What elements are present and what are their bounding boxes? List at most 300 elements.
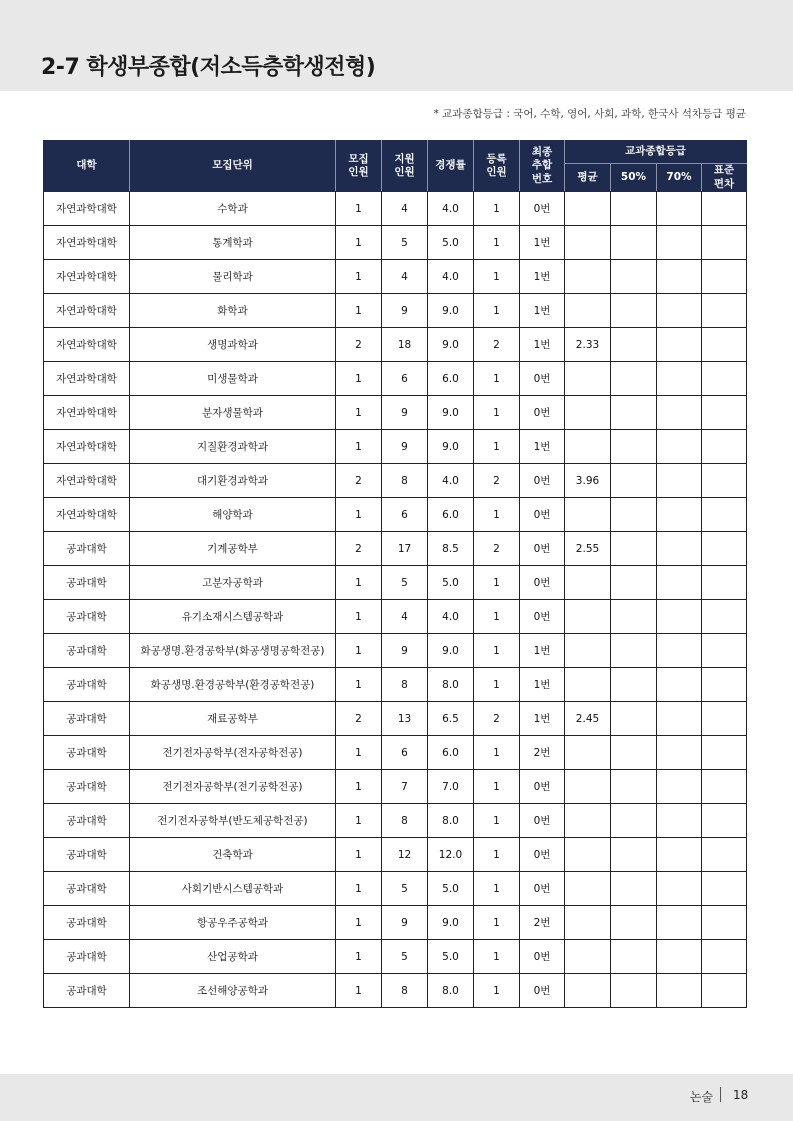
cell-final-rank: 0번 [520, 498, 565, 532]
cell-quota: 1 [336, 566, 382, 600]
cell-unit: 화공생명.환경공학부(환경공학전공) [130, 668, 336, 702]
cell-avg [565, 226, 611, 260]
cell-std [702, 736, 747, 770]
cell-applicants: 17 [382, 532, 428, 566]
cell-quota: 1 [336, 634, 382, 668]
cell-enrolled: 2 [474, 328, 520, 362]
cell-college: 공과대학 [44, 974, 130, 1008]
cell-enrolled: 1 [474, 600, 520, 634]
cell-final-rank: 0번 [520, 362, 565, 396]
cell-std [702, 328, 747, 362]
cell-std [702, 566, 747, 600]
page-title: 2-7 학생부종합(저소득층학생전형) [41, 55, 376, 80]
cell-final-rank: 0번 [520, 804, 565, 838]
table-row [44, 906, 747, 940]
cell-enrolled: 1 [474, 736, 520, 770]
cell-ratio: 8.5 [428, 532, 474, 566]
cell-final-rank: 1번 [520, 430, 565, 464]
cell-ratio: 8.0 [428, 804, 474, 838]
cell-quota: 1 [336, 260, 382, 294]
cell-p70 [657, 634, 702, 668]
cell-enrolled: 1 [474, 906, 520, 940]
cell-ratio: 9.0 [428, 294, 474, 328]
cell-avg [565, 566, 611, 600]
cell-final-rank: 0번 [520, 396, 565, 430]
cell-final-rank: 1번 [520, 634, 565, 668]
cell-final-rank: 0번 [520, 532, 565, 566]
cell-final-rank: 0번 [520, 464, 565, 498]
cell-applicants: 4 [382, 600, 428, 634]
header-quota: 모집 인원 [336, 141, 382, 192]
footer-band [0, 1074, 793, 1121]
cell-p70 [657, 362, 702, 396]
header-enrolled: 등록 인원 [474, 141, 520, 192]
cell-quota: 1 [336, 362, 382, 396]
header-grade-group: 교과종합등급 [565, 141, 747, 164]
cell-ratio: 9.0 [428, 634, 474, 668]
table-row [44, 974, 747, 1008]
table-row [44, 192, 747, 226]
cell-applicants: 9 [382, 430, 428, 464]
cell-p70 [657, 702, 702, 736]
cell-unit: 건축학과 [130, 838, 336, 872]
table-row [44, 634, 747, 668]
cell-applicants: 6 [382, 736, 428, 770]
cell-unit: 화공생명.환경공학부(화공생명공학전공) [130, 634, 336, 668]
cell-quota: 1 [336, 226, 382, 260]
cell-p50 [611, 940, 657, 974]
cell-quota: 2 [336, 532, 382, 566]
cell-p50 [611, 804, 657, 838]
cell-college: 공과대학 [44, 940, 130, 974]
cell-avg [565, 872, 611, 906]
cell-quota: 1 [336, 668, 382, 702]
cell-quota: 1 [336, 294, 382, 328]
cell-unit: 지질환경과학과 [130, 430, 336, 464]
cell-p70 [657, 294, 702, 328]
cell-p50 [611, 566, 657, 600]
cell-applicants: 5 [382, 872, 428, 906]
admission-results-table [43, 140, 747, 1008]
cell-unit: 산업공학과 [130, 940, 336, 974]
cell-std [702, 294, 747, 328]
cell-std [702, 838, 747, 872]
cell-ratio: 6.0 [428, 498, 474, 532]
cell-quota: 1 [336, 736, 382, 770]
cell-avg [565, 362, 611, 396]
cell-std [702, 668, 747, 702]
cell-unit: 분자생물학과 [130, 396, 336, 430]
cell-college: 자연과학대학 [44, 362, 130, 396]
cell-p50 [611, 600, 657, 634]
cell-quota: 1 [336, 396, 382, 430]
cell-applicants: 9 [382, 396, 428, 430]
cell-std [702, 192, 747, 226]
cell-college: 자연과학대학 [44, 260, 130, 294]
cell-college: 공과대학 [44, 702, 130, 736]
cell-applicants: 4 [382, 260, 428, 294]
cell-std [702, 260, 747, 294]
cell-quota: 2 [336, 702, 382, 736]
cell-p50 [611, 702, 657, 736]
cell-college: 공과대학 [44, 668, 130, 702]
cell-std [702, 464, 747, 498]
cell-enrolled: 1 [474, 362, 520, 396]
cell-p50 [611, 294, 657, 328]
cell-avg [565, 668, 611, 702]
table-row [44, 940, 747, 974]
table-row [44, 532, 747, 566]
cell-ratio: 9.0 [428, 396, 474, 430]
cell-unit: 전기전자공학부(반도체공학전공) [130, 804, 336, 838]
footer-divider [720, 1087, 721, 1102]
cell-p50 [611, 668, 657, 702]
cell-unit: 전기전자공학부(전기공학전공) [130, 770, 336, 804]
cell-p50 [611, 906, 657, 940]
cell-p70 [657, 600, 702, 634]
cell-unit: 재료공학부 [130, 702, 336, 736]
cell-college: 공과대학 [44, 600, 130, 634]
cell-avg [565, 192, 611, 226]
header-avg: 평균 [565, 164, 611, 192]
cell-std [702, 634, 747, 668]
cell-final-rank: 2번 [520, 906, 565, 940]
table-row [44, 362, 747, 396]
cell-ratio: 5.0 [428, 566, 474, 600]
cell-avg: 2.55 [565, 532, 611, 566]
cell-avg [565, 294, 611, 328]
cell-final-rank: 1번 [520, 702, 565, 736]
table-body [44, 192, 747, 1008]
cell-quota: 1 [336, 192, 382, 226]
cell-p70 [657, 940, 702, 974]
table-row [44, 736, 747, 770]
cell-final-rank: 1번 [520, 226, 565, 260]
cell-unit: 항공우주공학과 [130, 906, 336, 940]
cell-unit: 생명과학과 [130, 328, 336, 362]
cell-unit: 해양학과 [130, 498, 336, 532]
cell-ratio: 4.0 [428, 464, 474, 498]
cell-applicants: 8 [382, 804, 428, 838]
cell-college: 공과대학 [44, 804, 130, 838]
table-row [44, 770, 747, 804]
cell-college: 자연과학대학 [44, 498, 130, 532]
cell-p50 [611, 226, 657, 260]
cell-avg: 3.96 [565, 464, 611, 498]
cell-applicants: 5 [382, 226, 428, 260]
cell-p70 [657, 396, 702, 430]
cell-p50 [611, 362, 657, 396]
cell-college: 공과대학 [44, 566, 130, 600]
cell-enrolled: 1 [474, 974, 520, 1008]
cell-enrolled: 1 [474, 396, 520, 430]
cell-college: 자연과학대학 [44, 464, 130, 498]
cell-applicants: 5 [382, 940, 428, 974]
cell-unit: 조선해양공학과 [130, 974, 336, 1008]
cell-avg [565, 600, 611, 634]
cell-ratio: 5.0 [428, 940, 474, 974]
cell-p70 [657, 804, 702, 838]
cell-p70 [657, 566, 702, 600]
cell-enrolled: 1 [474, 634, 520, 668]
cell-unit: 대기환경과학과 [130, 464, 336, 498]
cell-applicants: 9 [382, 906, 428, 940]
cell-unit: 화학과 [130, 294, 336, 328]
header-p70: 70% [657, 164, 702, 192]
cell-avg [565, 940, 611, 974]
cell-applicants: 5 [382, 566, 428, 600]
header-unit: 모집단위 [130, 141, 336, 192]
cell-p50 [611, 838, 657, 872]
cell-ratio: 9.0 [428, 328, 474, 362]
cell-ratio: 4.0 [428, 260, 474, 294]
cell-p70 [657, 770, 702, 804]
cell-avg [565, 430, 611, 464]
cell-std [702, 872, 747, 906]
cell-p50 [611, 328, 657, 362]
cell-p70 [657, 532, 702, 566]
cell-std [702, 226, 747, 260]
cell-ratio: 12.0 [428, 838, 474, 872]
cell-unit: 통계학과 [130, 226, 336, 260]
footer-section-label: 논술 [689, 1090, 713, 1104]
table-row [44, 872, 747, 906]
page-number: 18 [733, 1088, 749, 1102]
cell-unit: 유기소재시스템공학과 [130, 600, 336, 634]
cell-applicants: 8 [382, 464, 428, 498]
cell-enrolled: 1 [474, 260, 520, 294]
table-row [44, 668, 747, 702]
cell-ratio: 6.0 [428, 362, 474, 396]
cell-applicants: 9 [382, 634, 428, 668]
cell-avg [565, 260, 611, 294]
header-college: 대학 [44, 141, 130, 192]
cell-enrolled: 1 [474, 226, 520, 260]
cell-final-rank: 0번 [520, 770, 565, 804]
cell-enrolled: 1 [474, 192, 520, 226]
cell-college: 공과대학 [44, 634, 130, 668]
cell-std [702, 362, 747, 396]
cell-avg: 2.45 [565, 702, 611, 736]
cell-p70 [657, 974, 702, 1008]
cell-enrolled: 1 [474, 294, 520, 328]
header-p50: 50% [611, 164, 657, 192]
cell-avg [565, 906, 611, 940]
table-row [44, 396, 747, 430]
cell-std [702, 940, 747, 974]
cell-ratio: 9.0 [428, 906, 474, 940]
cell-quota: 1 [336, 872, 382, 906]
cell-unit: 물리학과 [130, 260, 336, 294]
cell-college: 자연과학대학 [44, 192, 130, 226]
cell-p70 [657, 838, 702, 872]
cell-avg [565, 634, 611, 668]
cell-enrolled: 1 [474, 430, 520, 464]
cell-avg: 2.33 [565, 328, 611, 362]
cell-enrolled: 2 [474, 702, 520, 736]
cell-std [702, 430, 747, 464]
table-row [44, 838, 747, 872]
table-row [44, 804, 747, 838]
table-row [44, 464, 747, 498]
cell-college: 자연과학대학 [44, 328, 130, 362]
cell-avg [565, 396, 611, 430]
table-row [44, 430, 747, 464]
table-row [44, 498, 747, 532]
cell-quota: 1 [336, 906, 382, 940]
header-std: 표준 편차 [702, 164, 747, 192]
cell-p70 [657, 328, 702, 362]
cell-std [702, 532, 747, 566]
table-row [44, 260, 747, 294]
cell-std [702, 974, 747, 1008]
cell-p50 [611, 974, 657, 1008]
cell-quota: 1 [336, 838, 382, 872]
cell-final-rank: 1번 [520, 328, 565, 362]
cell-quota: 1 [336, 940, 382, 974]
cell-final-rank: 0번 [520, 192, 565, 226]
cell-ratio: 8.0 [428, 974, 474, 1008]
cell-p70 [657, 498, 702, 532]
cell-std [702, 804, 747, 838]
cell-p50 [611, 396, 657, 430]
cell-p70 [657, 906, 702, 940]
cell-p50 [611, 464, 657, 498]
cell-applicants: 4 [382, 192, 428, 226]
cell-college: 공과대학 [44, 532, 130, 566]
cell-p50 [611, 634, 657, 668]
cell-enrolled: 1 [474, 566, 520, 600]
cell-final-rank: 1번 [520, 260, 565, 294]
cell-quota: 1 [336, 498, 382, 532]
cell-p70 [657, 872, 702, 906]
cell-enrolled: 1 [474, 770, 520, 804]
cell-applicants: 12 [382, 838, 428, 872]
cell-unit: 수학과 [130, 192, 336, 226]
cell-avg [565, 838, 611, 872]
table-row [44, 566, 747, 600]
table-row [44, 702, 747, 736]
header-ratio: 경쟁률 [428, 141, 474, 192]
cell-avg [565, 974, 611, 1008]
cell-applicants: 18 [382, 328, 428, 362]
cell-applicants: 8 [382, 668, 428, 702]
cell-unit: 기계공학부 [130, 532, 336, 566]
cell-final-rank: 0번 [520, 566, 565, 600]
cell-ratio: 6.5 [428, 702, 474, 736]
cell-ratio: 6.0 [428, 736, 474, 770]
cell-final-rank: 1번 [520, 668, 565, 702]
cell-p70 [657, 668, 702, 702]
cell-p50 [611, 770, 657, 804]
cell-p50 [611, 532, 657, 566]
cell-enrolled: 2 [474, 464, 520, 498]
cell-college: 자연과학대학 [44, 430, 130, 464]
table-row [44, 226, 747, 260]
cell-college: 공과대학 [44, 906, 130, 940]
cell-avg [565, 804, 611, 838]
cell-applicants: 7 [382, 770, 428, 804]
cell-final-rank: 0번 [520, 600, 565, 634]
cell-college: 공과대학 [44, 838, 130, 872]
cell-unit: 미생물학과 [130, 362, 336, 396]
cell-quota: 1 [336, 974, 382, 1008]
table-row [44, 328, 747, 362]
cell-std [702, 498, 747, 532]
cell-avg [565, 736, 611, 770]
cell-avg [565, 498, 611, 532]
cell-p50 [611, 736, 657, 770]
cell-p70 [657, 260, 702, 294]
cell-applicants: 6 [382, 498, 428, 532]
cell-enrolled: 2 [474, 532, 520, 566]
cell-p50 [611, 430, 657, 464]
cell-final-rank: 0번 [520, 838, 565, 872]
cell-std [702, 702, 747, 736]
cell-ratio: 9.0 [428, 430, 474, 464]
cell-college: 자연과학대학 [44, 294, 130, 328]
cell-p70 [657, 464, 702, 498]
cell-ratio: 8.0 [428, 668, 474, 702]
cell-college: 공과대학 [44, 770, 130, 804]
cell-ratio: 4.0 [428, 600, 474, 634]
cell-enrolled: 1 [474, 668, 520, 702]
cell-applicants: 9 [382, 294, 428, 328]
cell-std [702, 600, 747, 634]
cell-std [702, 906, 747, 940]
cell-p50 [611, 260, 657, 294]
header-applicants: 지원 인원 [382, 141, 428, 192]
cell-p50 [611, 498, 657, 532]
cell-p70 [657, 226, 702, 260]
cell-enrolled: 1 [474, 940, 520, 974]
cell-final-rank: 0번 [520, 940, 565, 974]
table-row [44, 600, 747, 634]
table-row [44, 294, 747, 328]
cell-enrolled: 1 [474, 838, 520, 872]
cell-final-rank: 0번 [520, 974, 565, 1008]
cell-final-rank: 0번 [520, 872, 565, 906]
grade-note: * 교과종합등급 : 국어, 수학, 영어, 사회, 과학, 한국사 석차등급 평균 [433, 108, 746, 120]
cell-avg [565, 770, 611, 804]
cell-ratio: 5.0 [428, 226, 474, 260]
cell-std [702, 770, 747, 804]
cell-unit: 고분자공학과 [130, 566, 336, 600]
cell-p70 [657, 192, 702, 226]
cell-ratio: 5.0 [428, 872, 474, 906]
cell-quota: 1 [336, 430, 382, 464]
cell-unit: 사회기반시스템공학과 [130, 872, 336, 906]
cell-std [702, 396, 747, 430]
cell-quota: 2 [336, 328, 382, 362]
cell-applicants: 6 [382, 362, 428, 396]
cell-college: 자연과학대학 [44, 396, 130, 430]
cell-quota: 1 [336, 804, 382, 838]
cell-ratio: 7.0 [428, 770, 474, 804]
cell-p70 [657, 430, 702, 464]
cell-enrolled: 1 [474, 872, 520, 906]
cell-enrolled: 1 [474, 498, 520, 532]
cell-ratio: 4.0 [428, 192, 474, 226]
cell-college: 공과대학 [44, 872, 130, 906]
cell-p50 [611, 872, 657, 906]
cell-p70 [657, 736, 702, 770]
cell-enrolled: 1 [474, 804, 520, 838]
cell-quota: 1 [336, 600, 382, 634]
cell-applicants: 13 [382, 702, 428, 736]
cell-quota: 1 [336, 770, 382, 804]
cell-applicants: 8 [382, 974, 428, 1008]
